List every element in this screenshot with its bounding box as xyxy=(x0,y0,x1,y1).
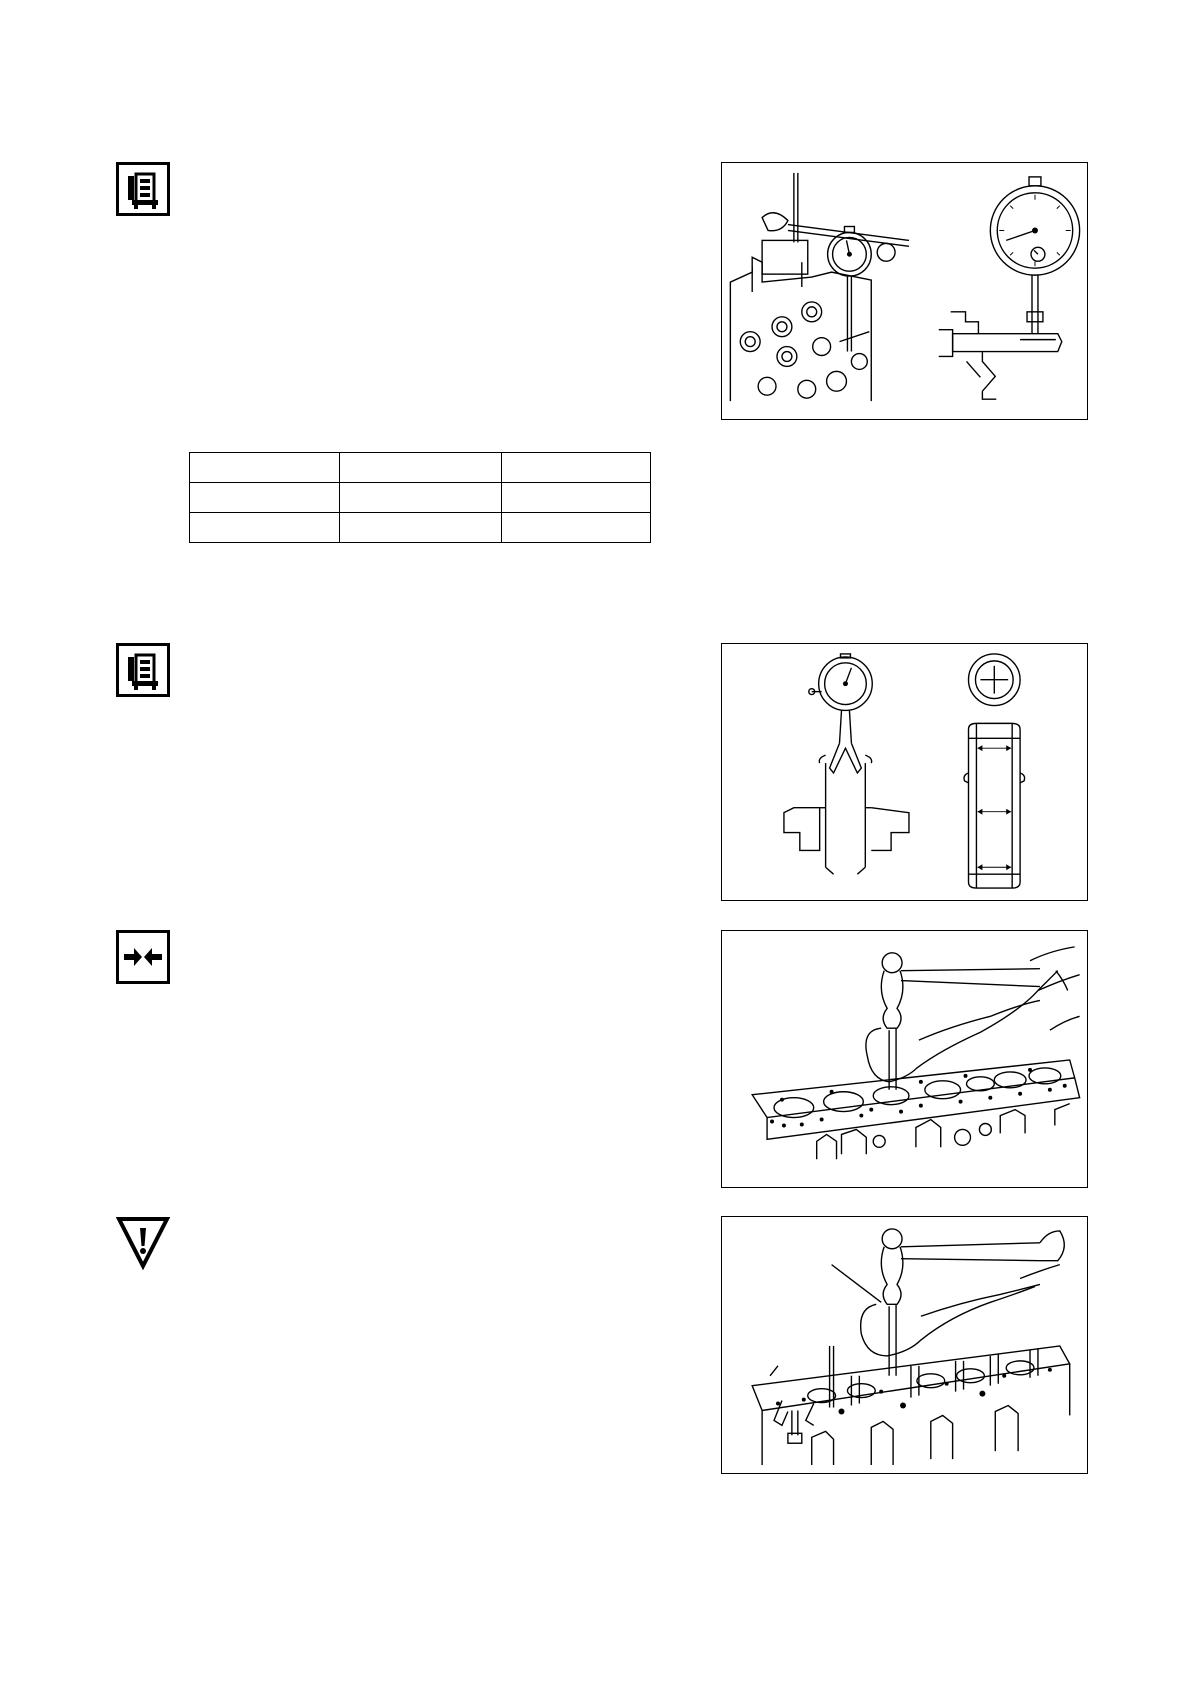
table-cell xyxy=(340,483,502,513)
hammer-drive-valve-guide-figure xyxy=(721,930,1088,1188)
measure-instrument-icon xyxy=(116,643,170,697)
table-cell xyxy=(190,513,340,543)
hammer-drive-cylinder-head-figure xyxy=(721,1216,1088,1474)
table-cell xyxy=(340,453,502,483)
table-cell xyxy=(502,513,651,543)
dial-gauge-valve-guide-figure xyxy=(721,162,1088,420)
measure-instrument-icon xyxy=(116,162,170,216)
spec-table xyxy=(189,452,651,543)
table-row xyxy=(190,483,651,513)
table-row xyxy=(190,453,651,483)
press-fit-arrows-icon xyxy=(116,930,170,984)
table-cell xyxy=(502,453,651,483)
warning-triangle-icon xyxy=(116,1216,170,1270)
table-cell xyxy=(340,513,502,543)
table-cell xyxy=(502,483,651,513)
bore-gauge-figure xyxy=(721,643,1088,901)
table-cell xyxy=(190,453,340,483)
table-cell xyxy=(190,483,340,513)
table-row xyxy=(190,513,651,543)
